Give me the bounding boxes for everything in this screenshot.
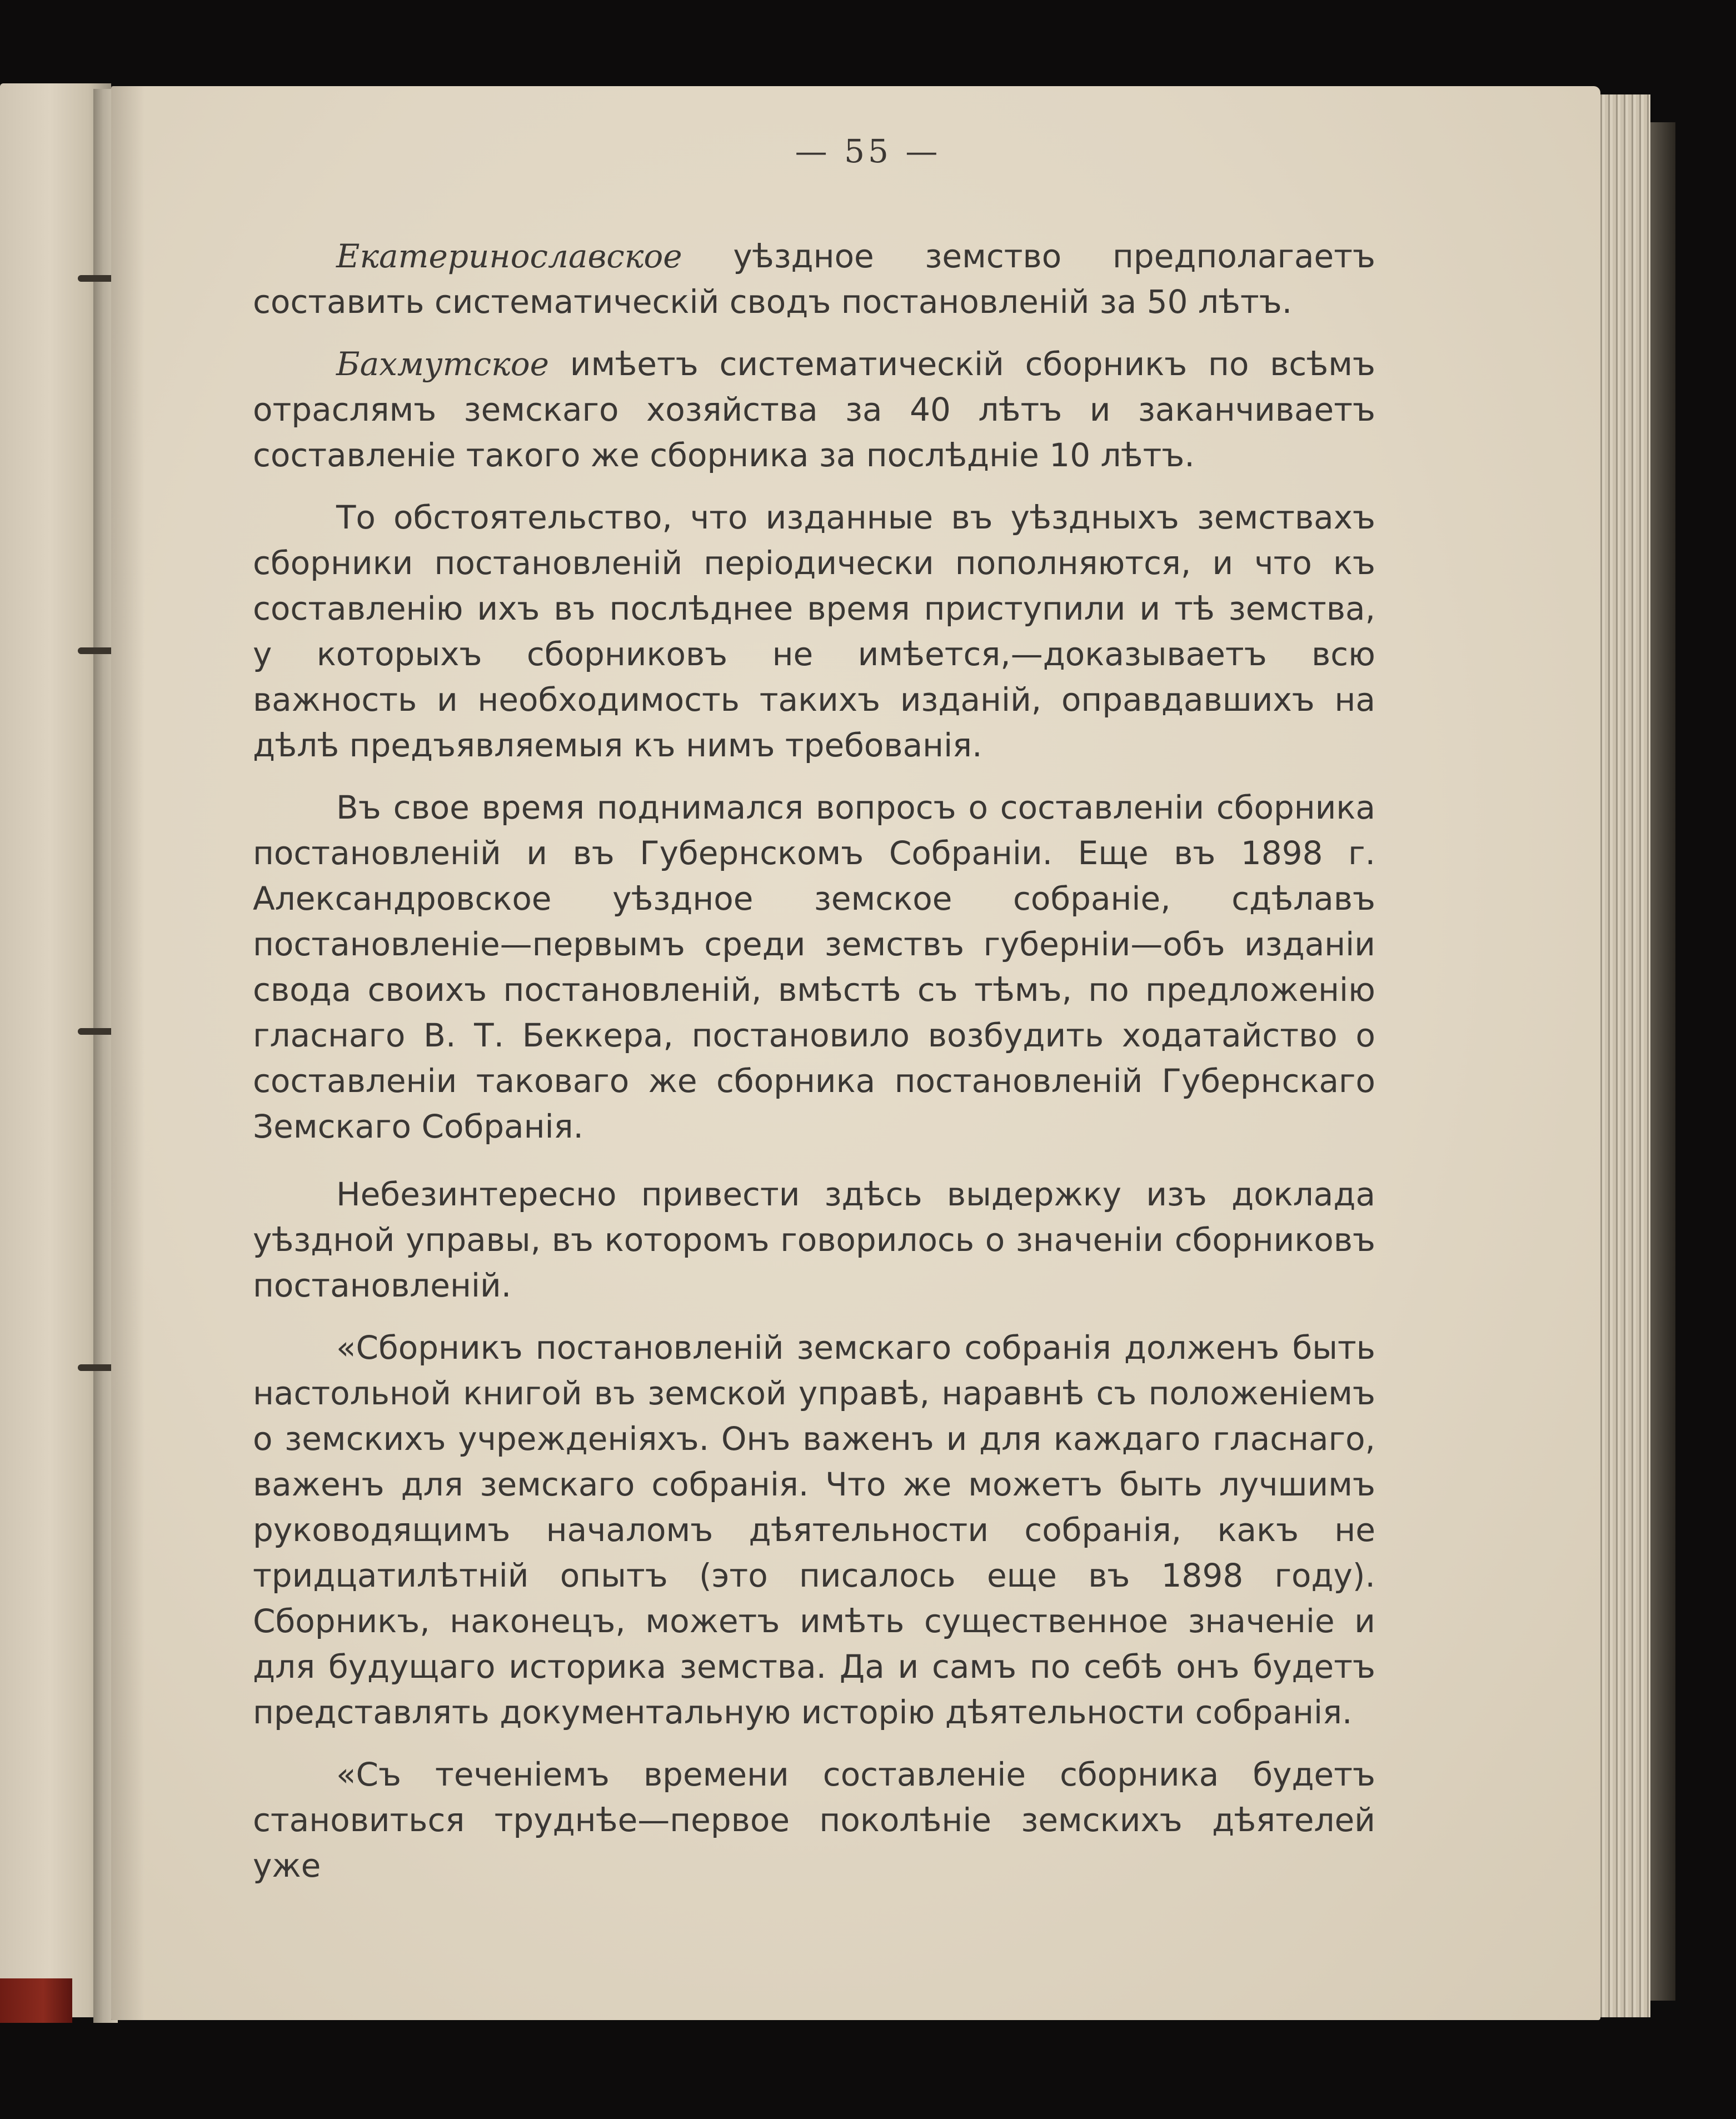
paragraph: Въ свое время поднимался вопросъ о составленіи сборника постановленій и въ Губернскомъ Собраніи. Еще въ 1898 г. Александровское уѣздное земское собраніе, сдѣлавъ постановленіе—первымъ среди земствъ губерніи—объ изданіи свода своихъ постановленій, вмѣстѣ съ тѣмъ, по предложенію гласнаго В. Т. Беккера, постановило возбудить ходатайство о составленіи таковаго же сборника постановленій Губернскаго Земскаго Собранія. — [253, 789, 1375, 1145]
district-name: Екатеринославское — [336, 237, 682, 275]
paragraph — [253, 233, 1375, 325]
paragraph: «Съ теченіемъ времени составленіе сборника будетъ становиться труднѣе—первое поколѣніе земскихъ дѣятелей уже — [253, 1756, 1375, 1884]
book-cover-edge — [0, 1978, 72, 2023]
paragraph: Небезинтересно привести здѣсь выдержку изъ доклада уѣздной управы, въ которомъ говорилось о значеніи сборниковъ постановленій. — [253, 1175, 1375, 1304]
page-shadow — [111, 86, 144, 2020]
paragraph: То обстоятельство, что изданные въ уѣздныхъ земствахъ сборники постановленій періодически пополняются, и что къ составленію ихъ въ послѣднее время приступили и тѣ земства, у которыхъ сборниковъ не имѣется,—доказываетъ всю важность и необходимость такихъ изданій, оправдавшихъ на дѣлѣ предъявляемыя къ нимъ требованія. — [253, 498, 1375, 764]
page-number: — 55 — — [795, 132, 941, 170]
district-name: Бахмутское — [336, 345, 550, 383]
paragraph-text: уѣздное земство предполагаетъ составить систематическій сводъ постановленій за 50 лѣтъ. — [253, 237, 1375, 321]
paragraph — [253, 341, 1375, 478]
page-body — [253, 233, 1375, 1905]
paragraph: «Сборникъ постановленій земскаго собранія долженъ быть настольной книгой въ земской управѣ, наравнѣ съ положеніемъ о земскихъ учрежденіяхъ. Онъ важенъ и для каждаго гласнаго, важенъ для земскаго собранія. Что же можетъ быть лучшимъ руководящимъ началомъ дѣятельности собранія, какъ не тридцатилѣтній опытъ (это писалось еще въ 1898 году). Сборникъ, наконецъ, можетъ имѣть существенное значеніе и для будущаго историка земства. Да и самъ по себѣ онъ будетъ представлять документальную исторію дѣятельности собранія. — [253, 1329, 1375, 1731]
paragraph-text: имѣетъ систематическій сборникъ по всѣмъ отраслямъ земскаго хозяйства за 40 лѣтъ и заканчиваетъ составленіе такого же сборника за послѣдніе 10 лѣтъ. — [253, 345, 1375, 474]
